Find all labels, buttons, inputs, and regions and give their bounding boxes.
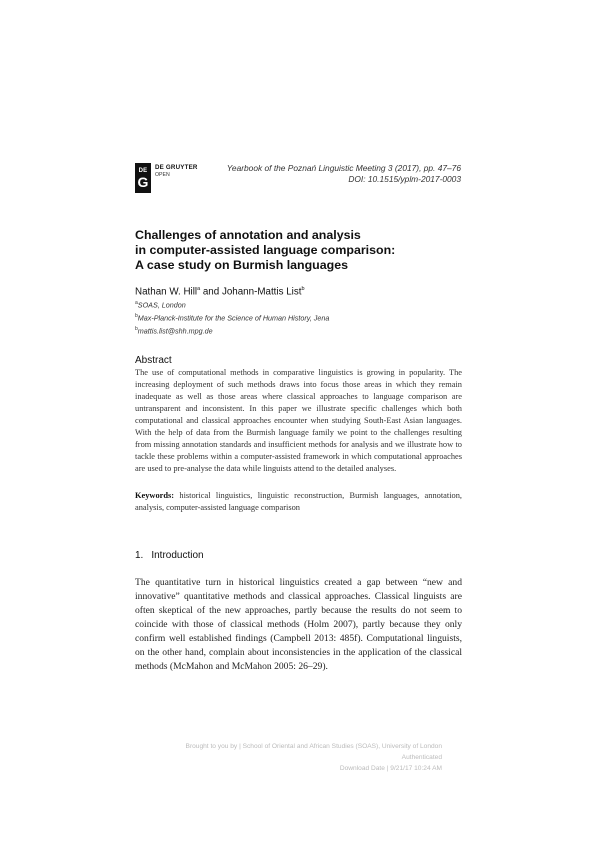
- affiliation-2-text: Max-Planck-Institute for the Science of Human History, Jena: [137, 313, 330, 323]
- author-2-marker: b: [301, 286, 305, 292]
- affiliations: [135, 298, 329, 337]
- author-email-link[interactable]: mattis.list@shh.mpg.de: [137, 326, 213, 336]
- author-1-marker: a: [197, 286, 201, 292]
- author-list: [135, 286, 305, 297]
- author-connector: and: [200, 286, 222, 298]
- title-line-2: in computer-assisted language comparison:: [135, 243, 396, 257]
- author-2: Johann-Mattis List: [221, 286, 302, 298]
- publisher-name-block: [155, 164, 198, 178]
- section-title: Introduction: [151, 550, 204, 561]
- paper-title: [135, 228, 465, 273]
- footer-line-2: Authenticated: [401, 754, 442, 761]
- logo-top-text: DE: [138, 167, 148, 174]
- footer-line-3: Download Date | 9/21/17 10:24 AM: [339, 765, 442, 772]
- affiliation-1-marker: a: [135, 300, 138, 306]
- affiliation-1: [135, 298, 329, 311]
- keywords-label: Keywords:: [135, 491, 175, 500]
- keywords: [135, 490, 462, 514]
- degruyter-logo-icon: [135, 163, 151, 193]
- section-number: 1.: [135, 550, 144, 561]
- journal-citation: Yearbook of the Poznań Linguistic Meeting 3 (2017), pp. 47–76: [226, 163, 461, 173]
- title-line-1: Challenges of annotation and analysis: [135, 228, 361, 242]
- logo-letter: G: [137, 173, 149, 190]
- affiliation-email-marker: b: [135, 325, 138, 332]
- affiliation-2: [135, 311, 329, 324]
- intro-paragraph: The quantitative turn in historical linguistics created a gap between “new and innovative” quantitative methods and classical approaches. Classical linguists are often skeptical of the new approaches, partly because the results do not seem to coincide with those of classical methods (Holm 2007), partly because they only confirm well established findings (Campbell 2013: 485f). Computational linguists, on the other hand, complain about inconsistencies in the application of the classical methods (McMahon and McMahon 2005: 26–29).: [135, 577, 462, 672]
- title-line-3: A case study on Burmish languages: [135, 258, 348, 272]
- footer-line-1: Brought to you by | School of Oriental and African Studies (SOAS), University of London: [185, 743, 442, 750]
- affiliation-2-marker: b: [135, 312, 138, 319]
- journal-doi: DOI: 10.1515/yplm-2017-0003: [348, 174, 461, 184]
- author-1: Nathan W. Hill: [135, 286, 198, 298]
- publisher-name: DE GRUYTER: [155, 164, 198, 171]
- keywords-text: historical linguistics, linguistic reconstruction, Burmish languages, annotation, analysis, computer-assisted language comparison: [135, 491, 462, 512]
- affiliation-email: [135, 324, 329, 337]
- download-footer: [186, 741, 442, 774]
- journal-header: [227, 163, 461, 185]
- publisher-logo: [135, 163, 198, 193]
- affiliation-1-text: SOAS, London: [137, 300, 186, 310]
- section-heading: [135, 550, 204, 561]
- abstract-heading: Abstract: [135, 355, 172, 366]
- abstract-text: The use of computational methods in comparative linguistics is growing in popularity. The increasing deployment of such methods draws into focus those areas in which they remain inadequate as well as those areas where classical approaches to language comparison are untransparent and inconsistent. In this paper we illustrate specific challenges which both computational and classical approaches encounter when studying South-East Asian languages. With the help of data from the Burmish language family we point to the challenges resulting from missing annotation standards and insufficient methods for analysis and we illustrate how to tackle these problems within a computer-assisted framework in which computational approaches are used to pre-analyse the data while linguists attend to the detailed analyses.: [135, 368, 462, 473]
- publisher-sub: OPEN: [155, 172, 170, 178]
